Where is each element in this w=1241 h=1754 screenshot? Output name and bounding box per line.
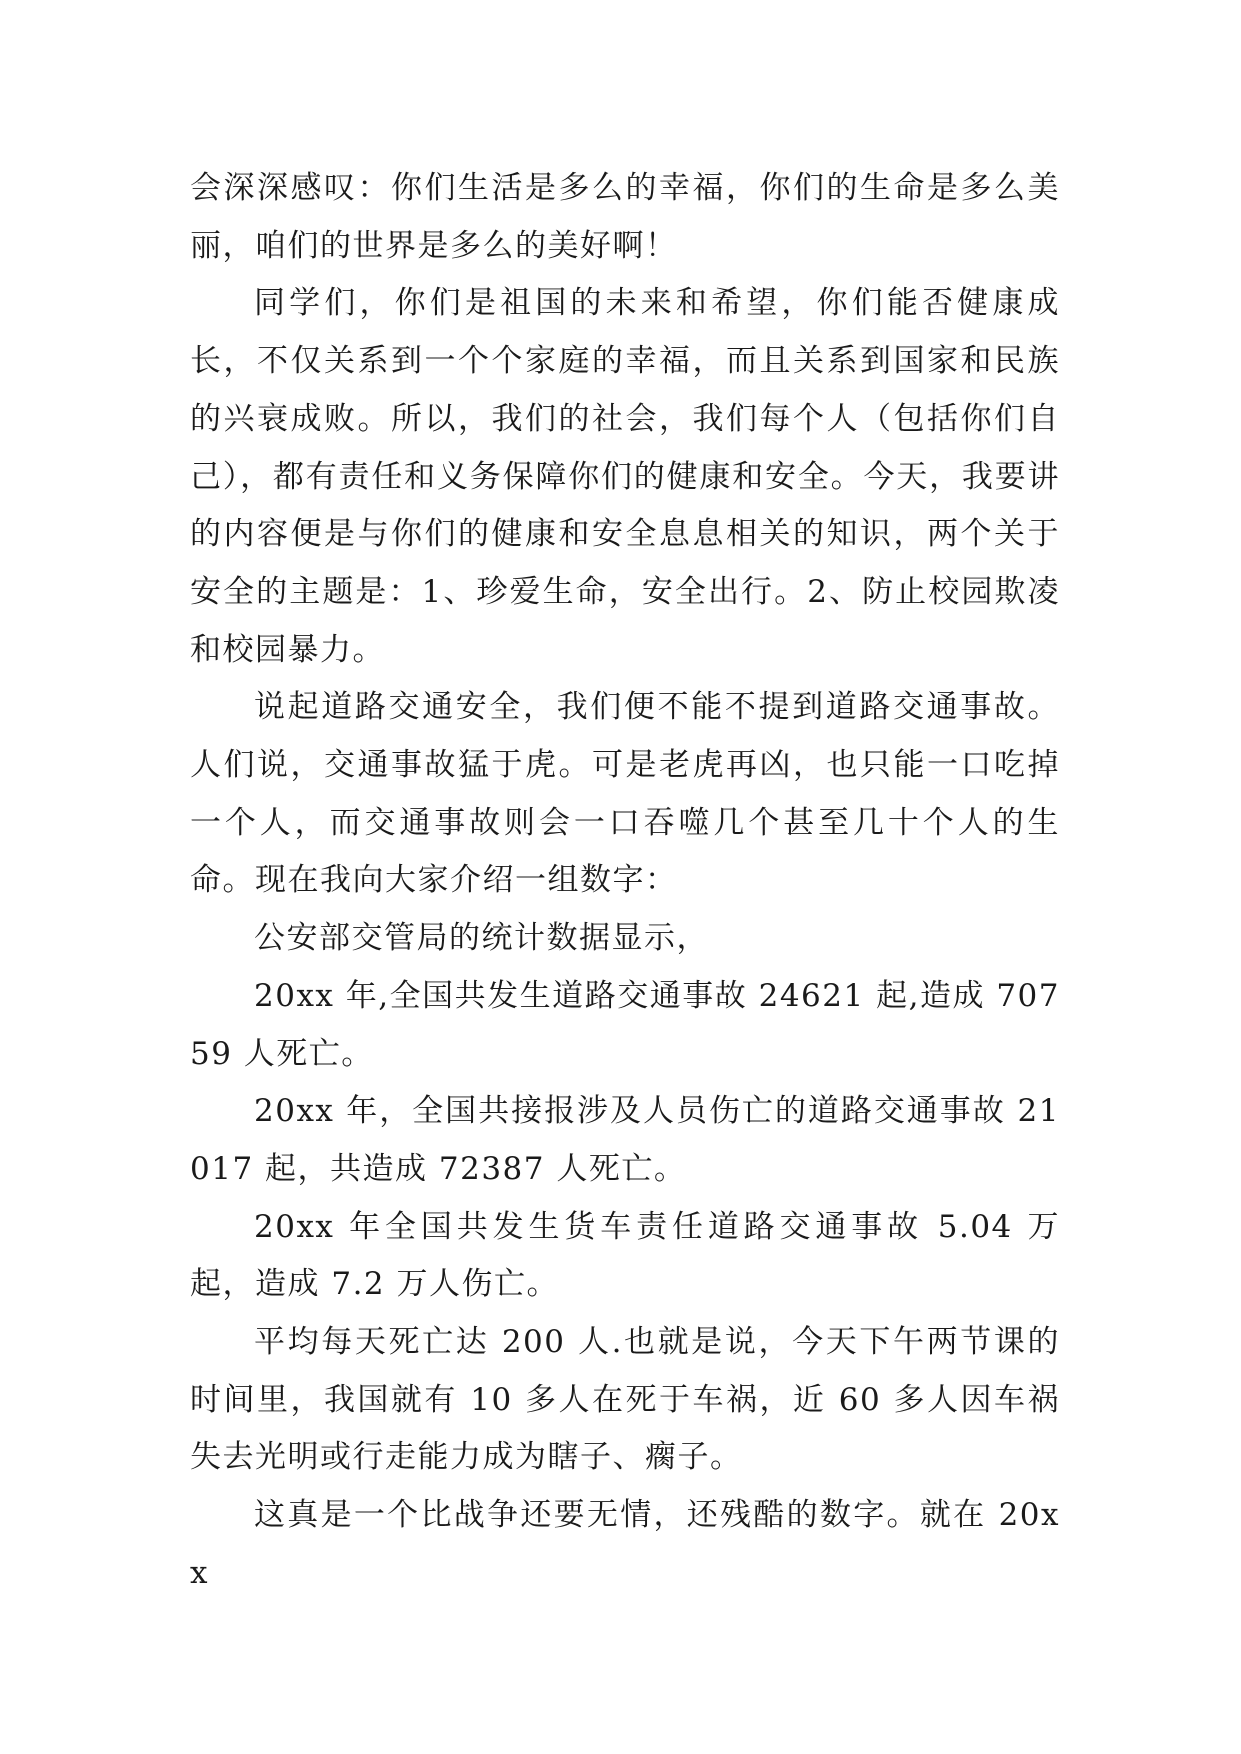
- paragraph-6: 20xx 年，全国共接报涉及人员伤亡的道路交通事故 21017 起，共造成 72387 人死亡。: [190, 1093, 1060, 1187]
- document-body: [190, 160, 1060, 1603]
- paragraph-7: 20xx 年全国共发生货车责任道路交通事故 5.04 万起，造成 7.2 万人伤亡。: [190, 1208, 1060, 1303]
- paragraph-5: 20xx 年,全国共发生道路交通事故 24621 起,造成 70759 人死亡。: [190, 977, 1060, 1072]
- paragraph-3: 说起道路交通安全，我们便不能不提到道路交通事故。人们说，交通事故猛于虎。可是老虎再凶，也只能一口吃掉一个人，而交通事故则会一口吞噬几个甚至几十个人的生命。现在我向大家介绍一组数字：: [190, 689, 1060, 899]
- paragraph-1: 会深深感叹：你们生活是多么的幸福，你们的生命是多么美丽，咱们的世界是多么的美好啊！: [190, 170, 1060, 264]
- paragraph-2: 同学们，你们是祖国的未来和希望，你们能否健康成长，不仅关系到一个个家庭的幸福，而且关系到国家和民族的兴衰成败。所以，我们的社会，我们每个人（包括你们自己），都有责任和义务保障你们的健康和安全。今天，我要讲的内容便是与你们的健康和安全息息相关的知识，两个关于安全的主题是：1、珍爱生命，安全出行。2、防止校园欺凌和校园暴力。: [190, 285, 1060, 668]
- paragraph-9: 这真是一个比战争还要无情，还残酷的数字。就在 20xx: [190, 1497, 1060, 1591]
- paragraph-4: 公安部交管局的统计数据显示，: [254, 920, 709, 957]
- paragraph-8: 平均每天死亡达 200 人.也就是说，今天下午两节课的时间里，我国就有 10 多人在死于车祸，近 60 多人因车祸失去光明或行走能力成为瞎子、瘸子。: [190, 1324, 1060, 1476]
